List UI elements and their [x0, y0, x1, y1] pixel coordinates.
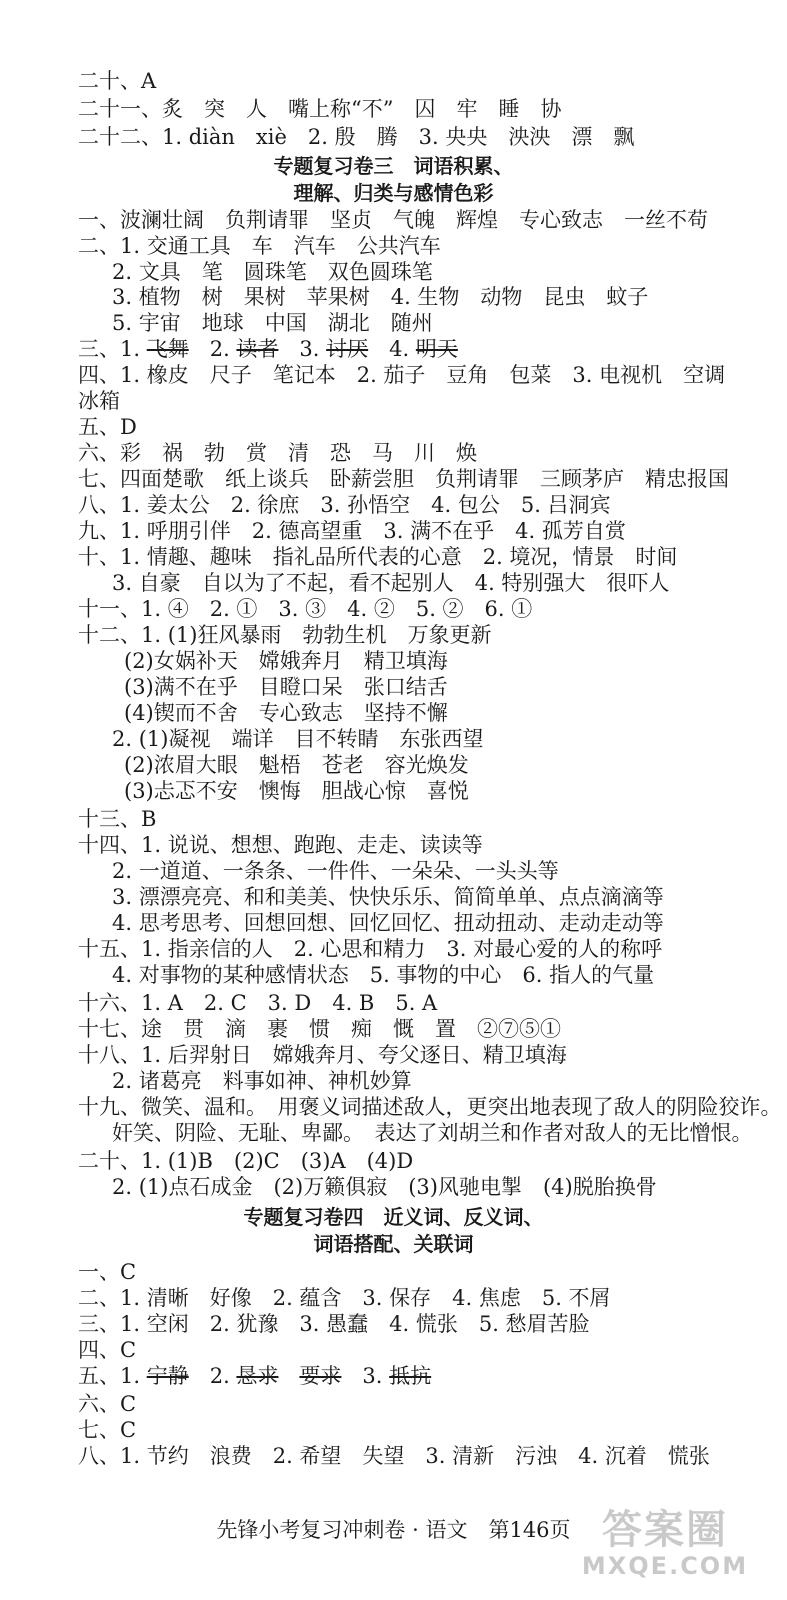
answer-line: 十五、1. 指亲信的人 2. 心思和精力 3. 对最心爱的人的称呼 [78, 937, 663, 961]
answer-prefix: 3. [278, 337, 327, 361]
answer-line: 七、四面楚歌 纸上谈兵 卧薪尝胆 负荆请罪 三顾茅庐 精忠报国 [78, 467, 729, 491]
answer-prefix: 2. [188, 1364, 237, 1388]
struck-word: 要求 [299, 1364, 342, 1388]
struck-word: 抵抗 [389, 1364, 432, 1388]
answer-line: 二十、A [78, 69, 157, 93]
answer-line-struck [78, 336, 737, 362]
watermark-logo [565, 1498, 765, 1590]
answer-line: 3. 自豪 自以为了不起，看不起别人 4. 特别强大 很吓人 [112, 571, 670, 595]
answer-line: 一、C [78, 1260, 137, 1284]
answer-line: 二十、1. (1)B (2)C (3)A (4)D [78, 1149, 414, 1173]
answer-line: 八、1. 节约 浪费 2. 希望 失望 3. 清新 污浊 4. 沉着 慌张 [78, 1444, 710, 1468]
struck-word: 读者 [236, 337, 279, 361]
section-heading: 专题复习卷四 近义词、反义词、 [243, 1205, 544, 1229]
struck-word: 飞舞 [146, 337, 189, 361]
answer-line: 5. 宇宙 地球 中国 湖北 随州 [112, 311, 433, 335]
answer-prefix: 2. [188, 337, 237, 361]
answer-line: (3)满不在乎 目瞪口呆 张口结舌 [124, 675, 448, 699]
answer-line: 十七、途 贯 滴 裹 惯 痴 慨 置 ②⑦⑤① [78, 1017, 561, 1041]
section-heading: 专题复习卷三 词语积累、 [273, 154, 514, 178]
struck-word: 恳求 [236, 1364, 279, 1388]
answer-line: 二、1. 清晰 好像 2. 蕴含 3. 保存 4. 焦虑 5. 不屑 [78, 1286, 611, 1310]
answer-line: 十、1. 情趣、趣味 指礼品所代表的心意 2. 境况，情景 时间 [78, 545, 678, 569]
answer-prefix: 三、1. [78, 337, 147, 361]
answer-line: 三、1. 空闲 2. 犹豫 3. 愚蠢 4. 慌张 5. 愁眉苦脸 [78, 1312, 590, 1336]
answer-line: 十二、1. (1)狂风暴雨 勃勃生机 万象更新 [78, 623, 492, 647]
answer-line: 3. 漂漂亮亮、和和美美、快快乐乐、简简单单、点点滴滴等 [112, 885, 664, 909]
answer-line: 二十一、炙 突 人 嘴上称“不” 囚 牢 睡 协 [78, 97, 562, 121]
answer-prefix: 五、1. [78, 1364, 147, 1388]
struck-word: 宁静 [146, 1364, 189, 1388]
answer-line: 2. 一道道、一条条、一件件、一朵朵、一头头等 [112, 859, 559, 883]
answer-line: 奸笑、阴险、无耻、卑鄙。 表达了刘胡兰和作者对敌人的无比憎恨。 [112, 1121, 753, 1145]
struck-word: 讨厌 [326, 337, 369, 361]
answer-line: 十九、微笑、温和。 用褒义词描述敌人，更突出地表现了敌人的阴险狡诈。 [78, 1095, 782, 1119]
answer-line: 十一、1. ④ 2. ① 3. ③ 4. ② 5. ② 6. ① [78, 597, 533, 621]
answer-line: 十六、1. A 2. C 3. D 4. B 5. A [78, 991, 438, 1015]
answer-prefix: 3. [341, 1364, 390, 1388]
answer-line: 二、1. 交通工具 车 汽车 公共汽车 [78, 234, 441, 258]
answer-line: 4. 对事物的某种感情状态 5. 事物的中心 6. 指人的气量 [112, 963, 655, 987]
answer-line: (4)锲而不舍 专心致志 坚持不懈 [124, 701, 448, 725]
section-heading: 理解、归类与感情色彩 [293, 181, 494, 205]
answer-line: 3. 植物 树 果树 苹果树 4. 生物 动物 昆虫 蚊子 [112, 285, 649, 309]
answer-line: 六、彩 祸 勃 赏 清 恐 马 川 焕 [78, 441, 477, 465]
answer-line: 五、D [78, 415, 137, 439]
answer-line: (2)浓眉大眼 魁梧 苍老 容光焕发 [124, 753, 469, 777]
answer-prefix: 4. [368, 337, 416, 361]
watermark-url: MXQE.COM [581, 1552, 749, 1580]
answer-line-struck [78, 1363, 737, 1389]
answer-line: 2. (1)凝视 端详 目不转睛 东张西望 [112, 727, 484, 751]
answer-line: (2)女娲补天 嫦娥奔月 精卫填海 [124, 649, 448, 673]
struck-word: 明天 [415, 337, 458, 361]
answer-line: 一、波澜壮阔 负荆请罪 坚贞 气魄 辉煌 专心致志 一丝不苟 [78, 208, 708, 232]
answer-line: 十八、1. 后羿射日 嫦娥奔月、夸父逐日、精卫填海 [78, 1043, 567, 1067]
answer-line: 十四、1. 说说、想想、跑跑、走走、读读等 [78, 833, 483, 857]
answer-line: 4. 思考思考、回想回想、回忆回忆、扭动扭动、走动走动等 [112, 911, 664, 935]
answer-line: 十三、B [78, 807, 157, 831]
answer-line: 2. 文具 笔 圆珠笔 双色圆珠笔 [112, 260, 433, 284]
section-heading: 词语搭配、关联词 [313, 1232, 474, 1256]
answer-line: 九、1. 呼朋引伴 2. 德高望重 3. 满不在乎 4. 孤芳自赏 [78, 519, 626, 543]
answer-line: 七、C [78, 1418, 137, 1442]
answer-line: (3)忐忑不安 懊悔 胆战心惊 喜悦 [124, 779, 469, 803]
page-footer: 先锋小考复习冲刺卷 · 语文 第146页 [216, 1518, 571, 1542]
answer-line: 2. (1)点石成金 (2)万籁俱寂 (3)风驰电掣 (4)脱胎换骨 [112, 1175, 657, 1199]
answer-line: 二十二、1. diàn xiè 2. 殷 腾 3. 央央 泱泱 漂 飘 [78, 125, 635, 149]
answer-line: 冰箱 [78, 389, 120, 413]
answer-line: 2. 诸葛亮 料事如神、神机妙算 [112, 1069, 412, 1093]
answer-line: 四、C [78, 1338, 137, 1362]
answer-line: 八、1. 姜太公 2. 徐庶 3. 孙悟空 4. 包公 5. 吕洞宾 [78, 493, 611, 517]
answer-separator [278, 1364, 299, 1388]
answer-line: 六、C [78, 1392, 137, 1416]
answer-line: 四、1. 橡皮 尺子 笔记本 2. 茄子 豆角 包菜 3. 电视机 空调 [78, 363, 726, 387]
watermark-text: 答案圈 [602, 1507, 728, 1553]
